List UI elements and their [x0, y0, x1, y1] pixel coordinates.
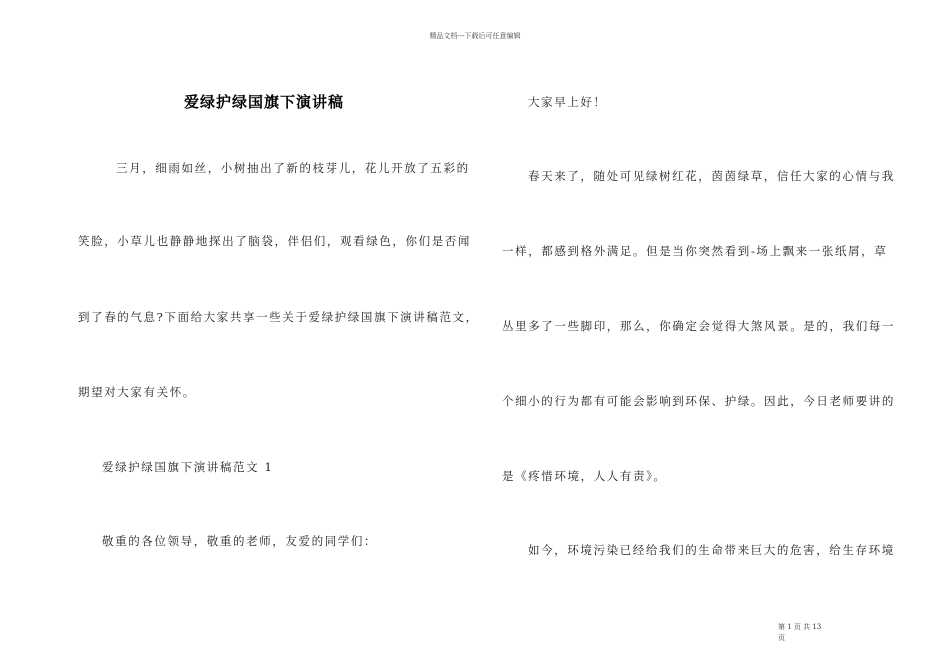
paragraph-line: 三月，细雨如丝，小树抽出了新的枝芽儿，花儿开放了五彩的	[116, 161, 470, 175]
paragraph-line: 笑脸，小草儿也静静地探出了脑袋，伴侣们，观看绿色，你们是否闻	[78, 234, 471, 248]
page-number-line: 页	[778, 634, 785, 642]
paragraph-line: 一样，都感到格外满足。但是当你突然看到-场上飘来一张纸屑，草	[502, 244, 888, 258]
paragraph-line: 如今，环境污染已经给我们的生命带来巨大的危害，给生存环境	[528, 543, 895, 557]
paragraph-line: 期望对大家有关怀。	[78, 385, 196, 399]
paragraph-line: 春天来了，随处可见绿树红花，茵茵绿草，信任大家的心情与我	[528, 169, 895, 183]
document-title: 爱绿护绿国旗下演讲稿	[183, 93, 344, 111]
page-number	[778, 622, 838, 644]
salutation-line: 敬重的各位领导，敬重的老师，友爱的同学们：	[102, 534, 378, 548]
section-heading: 爱绿护绿国旗下演讲稿范文 1	[102, 460, 274, 474]
paragraph-line: 个细小的行为都有可能会影响到环保、护绿。因此，今日老师要讲的	[502, 394, 895, 408]
paragraph-line: 是《疼惜环境，人人有责》。	[502, 469, 667, 483]
page-number-line: 第 1 页 共 13	[778, 623, 822, 631]
greeting-line: 大家早上好！	[528, 95, 607, 109]
page-header: 精品文档---下载后可任意编辑	[429, 32, 521, 40]
paragraph-line: 丛里多了一些脚印，那么，你确定会觉得大煞风景。是的，我们每一	[502, 319, 895, 333]
paragraph-line: 到了春的气息?下面给大家共享一些关于爱绿护绿国旗下演讲稿范文，	[78, 310, 479, 324]
